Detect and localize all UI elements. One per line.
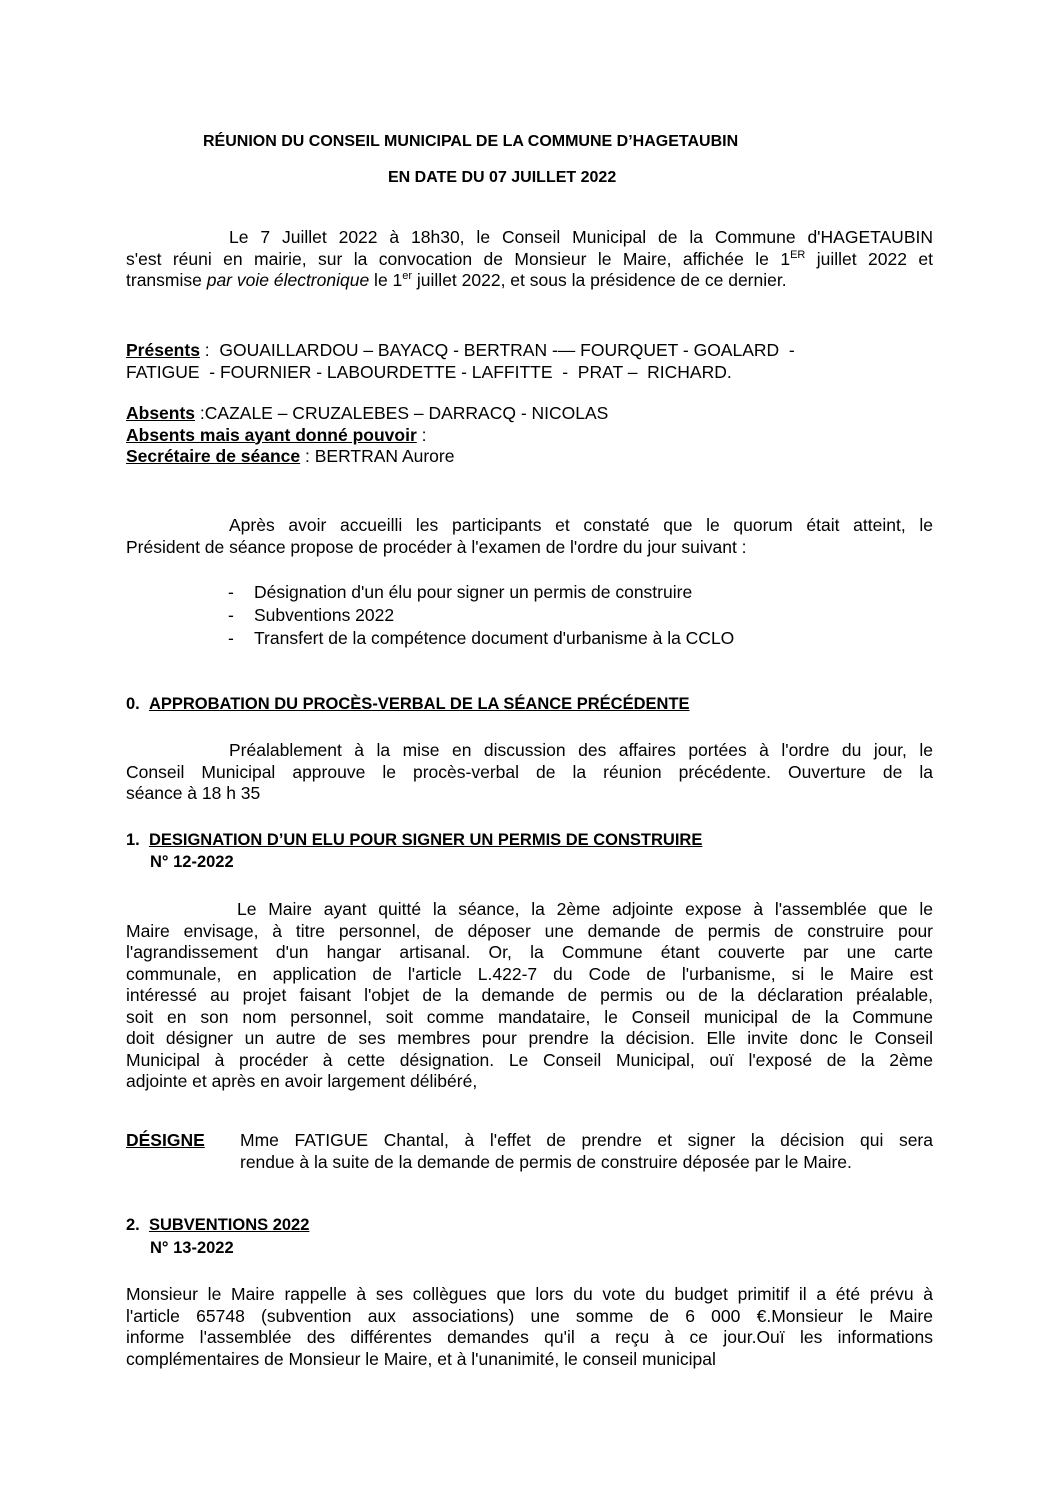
section-0-heading: 0. APPROBATION DU PROCÈS-VERBAL DE LA SÉANCE PRÉCÉDENTE: [126, 695, 690, 713]
intro-line: transmise par voie électronique le 1er juillet 2022, et sous la présidence de ce dernier.: [126, 270, 787, 290]
section-2-ref: N° 13-2022: [150, 1239, 234, 1257]
section-1-heading: 1. DESIGNATION D’UN ELU POUR SIGNER UN PERMIS DE CONSTRUIRE: [126, 831, 703, 849]
pouvoir-label: Absents mais ayant donné pouvoir: [126, 424, 417, 445]
document-date: EN DATE DU 07 JUILLET 2022: [388, 169, 617, 186]
list-item: - Transfert de la compétence document d'urbanisme à la CCLO: [228, 628, 734, 651]
absents-block: [126, 403, 933, 468]
section-1-paragraph: Le Maire ayant quitté la séance, la 2ème adjointe expose à l'assemblée que le Maire envisage, à titre personnel, de déposer une demande de permis de construire pour l'agrandissement d'un hangar artisanal. Or, la Commune étant couverte par une carte communale, en application de l'article L.422-7 du Code de l'urbanisme, si le Maire est intéressé au projet faisant l'objet de la demande de permis ou de la déclaration préalable, soit en son nom personnel, soit comme mandataire, le Conseil municipal de la Commune doit désigner un autre de ses membres pour prendre la décision. Elle invite donc le Conseil Municipal à procéder à cette désignation. Le Conseil Municipal, ouï l'exposé de la 2ème adjointe et après en avoir largement délibéré,: [126, 899, 933, 1091]
section-2-heading: 2. SUBVENTIONS 2022: [126, 1216, 310, 1234]
section-1-ref: N° 12-2022: [150, 853, 234, 871]
presents-line: Présents : GOUAILLARDOU – BAYACQ - BERTRAN -— FOURQUET - GOALARD -: [126, 340, 795, 360]
designe-label: DÉSIGNE: [126, 1130, 205, 1150]
intro-line: s'est réuni en mairie, sur la convocation de Monsieur le Maire, affichée le 1ER juillet 2022 et: [126, 248, 933, 269]
agenda-list: [228, 582, 734, 651]
absents-line: Absents :CAZALE – CRUZALEBES – DARRACQ - NICOLAS: [126, 403, 609, 423]
pouvoir-line: Absents mais ayant donné pouvoir :: [126, 424, 427, 445]
presents-label: Présents: [126, 340, 200, 360]
intro-paragraph: [126, 227, 933, 292]
presents-line: FATIGUE - FOURNIER - LABOURDETTE - LAFFITTE - PRAT – RICHARD.: [126, 361, 732, 382]
section-0-paragraph: Préalablement à la mise en discussion des affaires portées à l'ordre du jour, le Conseil Municipal approuve le procès-verbal de la réunion précédente. Ouverture de la séance à 18 h 35: [126, 740, 933, 803]
presents-block: [126, 340, 933, 383]
absents-label: Absents: [126, 403, 196, 423]
secretaire-label: Secrétaire de séance: [126, 446, 301, 466]
document-title: RÉUNION DU CONSEIL MUNICIPAL DE LA COMMUNE D’HAGETAUBIN: [203, 133, 739, 150]
list-item: - Désignation d'un élu pour signer un permis de construire: [228, 582, 734, 605]
section-2-paragraph: Monsieur le Maire rappelle à ses collègues que lors du vote du budget primitif il a été prévu à l'article 65748 (subvention aux associations) une somme de 6 000 €.Monsieur le Maire informe l'assemblée des différentes demandes qu'il a reçu à ce jour.Ouï les informations complémentaires de Monsieur le Maire, et à l'unanimité, le conseil municipal: [126, 1284, 933, 1369]
designe-text: Mme FATIGUE Chantal, à l'effet de prendre et signer la décision qui sera rendue à la suite de la demande de permis de construire déposée par le Maire.: [240, 1130, 933, 1172]
intro-line: Le 7 Juillet 2022 à 18h30, le Conseil Municipal de la Commune d'HAGETAUBIN: [229, 227, 933, 247]
secretaire-line: Secrétaire de séance : BERTRAN Aurore: [126, 446, 455, 466]
list-item: - Subventions 2022: [228, 605, 734, 628]
ordre-paragraph: Après avoir accueilli les participants et constaté que le quorum était atteint, le Président de séance propose de procéder à l'examen de l'ordre du jour suivant :: [126, 515, 933, 557]
